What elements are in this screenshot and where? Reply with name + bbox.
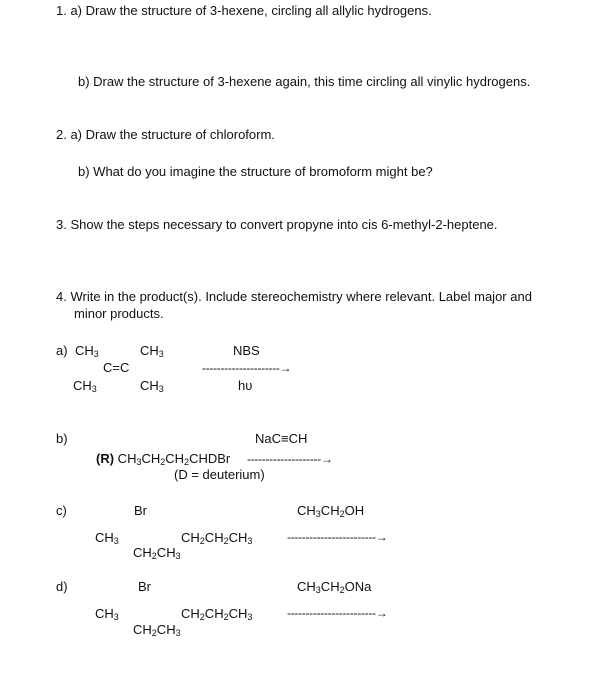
part-d-methyl: $CH_3$: [95, 606, 119, 622]
part-b-note: (D = deuterium): [174, 467, 265, 482]
question-4-line1: 4. Write in the product(s). Include stereochemistry where relevant. Label major and: [56, 289, 532, 304]
part-a-label: a): [56, 343, 68, 358]
question-2b: b) What do you imagine the structure of bromoform might be?: [78, 164, 433, 179]
question-1a: 1. a) Draw the structure of 3-hexene, circling all allylic hydrogens.: [56, 3, 432, 18]
part-b-substrate-formula: $CH_3CH_2CH_2CHDBr$: [117, 451, 231, 467]
part-c-methyl: $CH_3$: [95, 530, 119, 546]
part-c-reaction-arrow: ------------------------→: [287, 530, 388, 544]
part-c-propyl: $CH_2CH_2CH_3$: [181, 530, 253, 546]
question-3: 3. Show the steps necessary to convert propyne into cis 6-methyl-2-heptene.: [56, 217, 498, 232]
part-b-label: b): [56, 431, 68, 446]
part-c-ethyl: $CH_2CH_3$: [133, 545, 181, 561]
part-a-double-bond: C=C: [103, 360, 130, 375]
question-2a: 2. a) Draw the structure of chloroform.: [56, 127, 275, 142]
part-b-substrate: [96, 451, 230, 467]
part-a-top-right-methyl: $CH_3$: [140, 343, 164, 359]
part-d-bromine: Br: [138, 579, 151, 594]
part-a-condition: hυ: [238, 378, 253, 393]
question-4-line2: minor products.: [74, 306, 164, 321]
part-b-stereo-label: (R): [96, 451, 115, 466]
part-d-propyl: $CH_2CH_2CH_3$: [181, 606, 253, 622]
part-b-reaction-arrow: --------------------→: [247, 452, 333, 466]
part-a-top-left-methyl: $CH_3$: [75, 343, 99, 359]
part-c-reagent: $CH_3CH_2OH$: [297, 503, 365, 519]
part-a-bottom-right-methyl: $CH_3$: [140, 378, 164, 394]
part-b-reagent: NaC≡CH: [255, 431, 308, 446]
part-c-bromine: Br: [134, 503, 147, 518]
question-1b: b) Draw the structure of 3-hexene again, this time circling all vinylic hydrogens.: [78, 74, 531, 89]
part-a-reaction-arrow: ---------------------→: [202, 361, 292, 375]
part-d-reaction-arrow: ------------------------→: [287, 606, 388, 620]
part-d-reagent: $CH_3CH_2ONa$: [297, 579, 372, 595]
part-d-ethyl: $CH_2CH_3$: [133, 622, 181, 638]
part-a-reagent: NBS: [233, 343, 260, 358]
part-c-label: c): [56, 503, 67, 518]
part-d-label: d): [56, 579, 68, 594]
part-a-bottom-left-methyl: $CH_3$: [73, 378, 97, 394]
